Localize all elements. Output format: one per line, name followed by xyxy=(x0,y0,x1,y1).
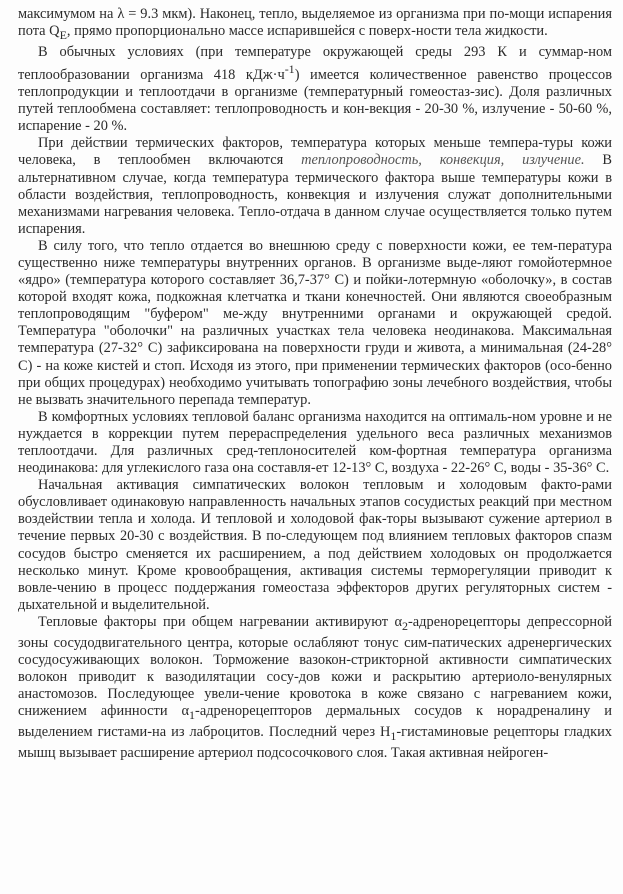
emphasis-text: теплопроводность, конвекция, излучение. xyxy=(301,152,585,169)
text-segment: В альтернативном случае, когда температура термического фактора выше температуры кожи в области воздействия, теплопроводность, конвекция и излучения служат дополнительными механизмами нагревания человека. Тепло-отдача в данном случае осуществляется только путем испарения. xyxy=(18,152,612,237)
text-segment: В обычных условиях (при температуре окружающей среды 293 К и суммар-ном теплообразовании организма 418 кДж·ч xyxy=(18,44,612,83)
paragraph xyxy=(18,6,612,44)
sub-script: 1 xyxy=(390,729,397,744)
sub-script: E xyxy=(59,27,67,42)
paragraph xyxy=(18,477,612,614)
sub-script: 1 xyxy=(189,708,196,723)
text-segment: , прямо пропорционально массе испарившейся с поверх-ности тела жидкости. xyxy=(66,23,548,40)
sup-script: -1 xyxy=(284,62,295,77)
paragraph xyxy=(18,44,612,135)
text-segment: В комфортных условиях тепловой баланс организма находится на оптималь-ном уровне и не нуждается в коррекции путем перераспределения удельного веса различных механизмов теплоотдачи. Для различных сред-теплоносителей ком-фортная температура организма неодинакова: для углекислого газа она составля-ет 12-13° С, воздуха - 22-26° С, воды - 35-36° С. xyxy=(18,408,612,477)
text-segment: максимумом на λ = 9.3 мкм). Наконец, тепло, выделяемое из организма при по-мощи испарения пота Q xyxy=(18,6,612,40)
document-body xyxy=(18,6,612,762)
text-segment: -адренорецепторы депрессорной зоны сосудодвигательного центра, которые ослабляют тонус сим-патических адренергических сосудосуживающих волокон. Торможение вазокон-стрикторной активности симпатических волокон приводит к вазодилятации сосу-дов кожи и раскрытию артериоло-венулярных анастомозов. Последующее увели-чение кровотока в коже связано с нагреванием кожи, снижением афинности α xyxy=(18,613,612,720)
paragraph xyxy=(18,409,612,477)
paragraph xyxy=(18,135,612,238)
text-segment: ) имеется количественное равенство процессов теплопродукции и теплоотдачи в организме (температурный гомеостаз-зис). Доля различных путей теплообмена составляет: теплопроводность и кон-векция - 20-30 %, излучение - 50-60 %, испарение - 20 %. xyxy=(18,66,612,135)
text-segment: Начальная активация симпатических волокон тепловым и холодовым факто-рами обусловливает одинаковую направленность начальных этапов сосудистых реакций при местном воздействии тепла и холода. И тепловой и холодовой фак-торы вызывают сужение артериол в течение первых 20-30 с воздействия. В по-следующем под влиянием тепловых факторов спазм сосудов быстро сменяется их расширением, а под действием холодовых он продолжается несколько минут. Кроме кровообращения, активация системы терморегуляции приводит к вовле-чению в процесс поддержания гомеостаза эффекторов других регуляторных систем - дыхательной и выделительной. xyxy=(18,477,612,613)
paragraph xyxy=(18,238,612,409)
text-segment: Тепловые факторы при общем нагревании активируют α xyxy=(38,613,402,630)
text-segment: При действии термических факторов, температура которых меньше темпера-туры кожи человека, в теплообмен включаются xyxy=(18,135,612,169)
text-segment: -адренорецепторов дермальных сосудов к норадреналину и выделением гистами-на из лаброцитов. Последний через Н xyxy=(18,703,612,741)
sub-script: 2 xyxy=(402,618,408,633)
text-segment: В силу того, что тепло отдается во внешнюю среду с поверхности кожи, ее тем-пература существенно ниже температуры внутренних органов. В организме выде-ляют гомойотермное «ядро» (температура которого составляет 36,7-37° С) и пойки-лотермную «оболочку», в состав которой входят кожа, подкожная клетчатка и ткани конечностей. Они являются своеобразным теплопроводящим "буфером" ме-жду внутренними органами и окружающей средой. Температура "оболочки" на различных участках тела человека неодинакова. Максимальная температура (27-32° С) зафиксирована на поверхности груди и живота, а минимальная (24-28° С) - на коже кистей и стоп. Исходя из этого, при применении термических факторов (осо-бенно при общих процедурах) необходимо учитывать топографию зоны лечебного воздействия, чтобы не вызвать значительного перепада температур. xyxy=(18,237,612,408)
paragraph xyxy=(18,614,612,762)
text-segment: -гистаминовые рецепторы гладких мышц вызывает расширение артериол подсосочкового слоя. Такая активная нейроген- xyxy=(18,724,612,762)
